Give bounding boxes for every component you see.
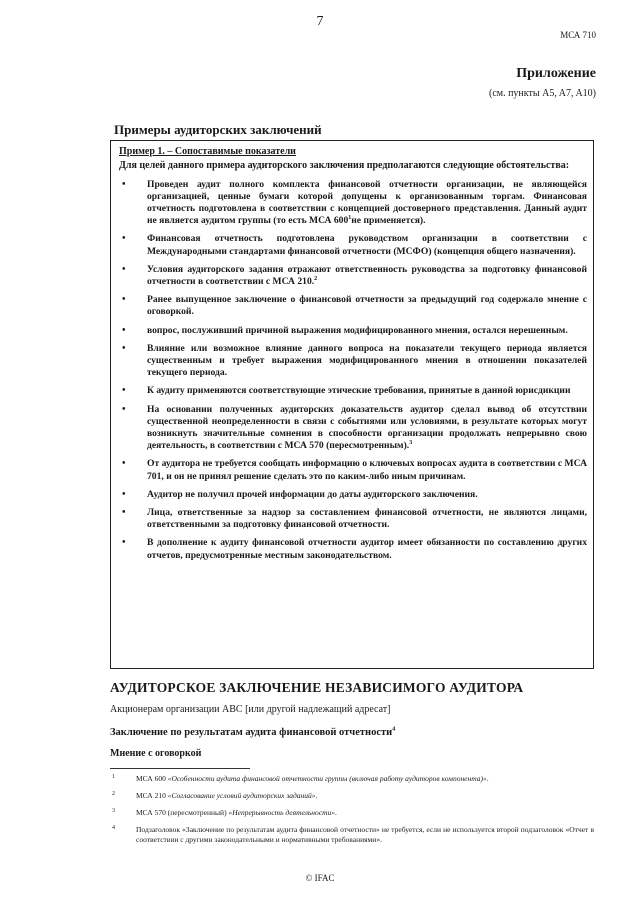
- appendix-reference: (см. пункты A5, A7, A10): [488, 88, 596, 99]
- list-item-text: Ранее выпущенное заключение о финансовой отчетности за предыдущий год содержало мнение с оговоркой.: [147, 294, 587, 318]
- list-item-text: Условия аудиторского задания отражают ответственность руководства за подготовку финансовой отчетности в соответствии с МСА 210.: [147, 263, 587, 287]
- footnote-number: 1: [112, 774, 115, 780]
- list-item: [119, 385, 587, 397]
- list-item: [119, 489, 587, 501]
- list-item: [119, 294, 587, 318]
- circumstances-list: [119, 179, 587, 562]
- footnote-number: 2: [112, 791, 115, 797]
- document-code: МСА 710: [560, 30, 596, 40]
- footnote: [110, 774, 594, 784]
- list-item: [119, 507, 587, 531]
- list-item-text: На основании полученных аудиторских доказательств аудитор сделал вывод об отсутствии существенной неопределенности в связи с событиями или условиями, в результате которых могут возникнуть значительные сомнения в способности организации продолжать непрерывно свою деятельность, в соответствии с МСА 570 (пересмотренным).: [147, 403, 587, 452]
- list-item: [119, 179, 587, 228]
- report-title: АУДИТОРСКОЕ ЗАКЛЮЧЕНИЕ НЕЗАВИСИМОГО АУДИТОРА: [110, 680, 524, 695]
- footnote-number: 4: [112, 825, 115, 831]
- page-number: 7: [316, 14, 324, 29]
- list-item: [119, 264, 587, 288]
- report-subheading-text: Заключение по результатам аудита финансовой отчетности: [110, 727, 393, 738]
- bullet-icon: •: [122, 294, 126, 306]
- footnote-divider: [110, 768, 250, 769]
- footnote-title: «Особенности аудита финансовой отчетности группы (включая работу аудиторов компонента)»: [167, 774, 487, 783]
- footnote-text-end: .: [335, 808, 337, 817]
- list-item-text: Финансовая отчетность подготовлена руководством организации в соответствии с Международными стандартами финансовой отчетности (МСФО) (концепция общего назначения).: [147, 233, 587, 257]
- footnote-title: «Непрерывность деятельности»: [228, 808, 336, 817]
- list-item: [119, 404, 587, 453]
- copyright: © IFAC: [305, 873, 335, 883]
- footnote: [110, 808, 594, 818]
- appendix-title: Приложение: [516, 66, 596, 81]
- footnote-text: МСА 570 (пересмотренный): [136, 808, 229, 817]
- bullet-icon: •: [122, 324, 126, 336]
- footnote-ref: 3: [409, 439, 413, 446]
- bullet-icon: •: [122, 263, 126, 275]
- list-item-text: К аудиту применяются соответствующие этические требования, принятые в данной юрисдикции: [147, 385, 571, 397]
- list-item: [119, 233, 587, 257]
- footnote-ref: 1: [348, 214, 352, 221]
- footnote-ref: 4: [392, 726, 396, 733]
- footnote-text-end: .: [315, 791, 318, 800]
- footnote-text: Подзаголовок «Заключение по результатам аудита финансовой отчетности» не требуется, если не используется второй подзаголовок «Отчет в соответствии с другими законодательными и нормативными требованиями».: [136, 825, 594, 844]
- list-item-text: В дополнение к аудиту финансовой отчетности аудитор имеет обязанности по составлению других отчетов, предусмотренные местным законодательством.: [147, 537, 587, 561]
- footnote-text-end: .: [486, 774, 489, 783]
- bullet-icon: •: [122, 178, 126, 190]
- example-box: [110, 140, 594, 669]
- section-title: Примеры аудиторских заключений: [114, 122, 322, 137]
- bullet-icon: •: [122, 537, 126, 549]
- footnote-number: 3: [112, 808, 115, 814]
- list-item: [119, 325, 587, 337]
- list-item-text: Влияние или возможное влияние данного вопроса на показатели текущего периода является существенным и требует выражения модифицированного мнения в отношении показателей текущего периода.: [147, 342, 587, 379]
- footnote: [110, 825, 594, 845]
- footnote-title: «Согласование условий аудиторских заданий»: [167, 791, 316, 800]
- bullet-icon: •: [122, 385, 126, 397]
- bullet-icon: •: [122, 458, 126, 470]
- bullet-icon: •: [122, 342, 126, 354]
- list-item-text: Лица, ответственные за надзор за составлением финансовой отчетности, не являются лицами, ответственными за подготовку финансовой отчетности.: [147, 506, 587, 531]
- list-item-text: Аудитор не получил прочей информации до даты аудиторского заключения.: [147, 488, 478, 500]
- bullet-icon: •: [122, 506, 126, 518]
- footnote-text: МСА 600: [136, 774, 168, 783]
- list-item-text: От аудитора не требуется сообщать информацию о ключевых вопросах аудита в соответствии с МСА 701, и он не принял решение сделать это по каким-либо иным причинам.: [147, 458, 587, 482]
- list-item-text: вопрос, послуживший причиной выражения модифицированного мнения, остался нерешенным.: [147, 324, 568, 336]
- footnotes: [110, 774, 594, 852]
- bullet-icon: •: [122, 233, 126, 245]
- list-item-text: Проведен аудит полного комплекта финансовой отчетности организации, не являющейся организацией, ценные бумаги которой допущены к организованным торгам. Финансовая отчетность подготовлена в соответствии с концепцией достоверного представления. Данный аудит не является аудитом группы (то есть МСА 600: [147, 178, 587, 227]
- list-item: [119, 343, 587, 380]
- list-item-text-continued: не применяется).: [351, 215, 426, 227]
- footnote-text: МСА 210: [136, 791, 168, 800]
- footnote-ref: 2: [314, 275, 318, 282]
- list-item: [119, 458, 587, 482]
- bullet-icon: •: [122, 488, 126, 500]
- report-subheading: [110, 727, 395, 738]
- report-addressee: Акционерам организации АВС [или другой надлежащий адресат]: [110, 704, 391, 715]
- example-title: Пример 1. – Сопоставимые показатели: [119, 146, 296, 157]
- opinion-heading: Мнение с оговоркой: [110, 748, 202, 759]
- list-item: [119, 537, 587, 561]
- bullet-icon: •: [122, 403, 126, 415]
- example-intro: Для целей данного примера аудиторского заключения предполагаются следующие обстоятельства:: [119, 160, 570, 171]
- footnote: [110, 791, 594, 801]
